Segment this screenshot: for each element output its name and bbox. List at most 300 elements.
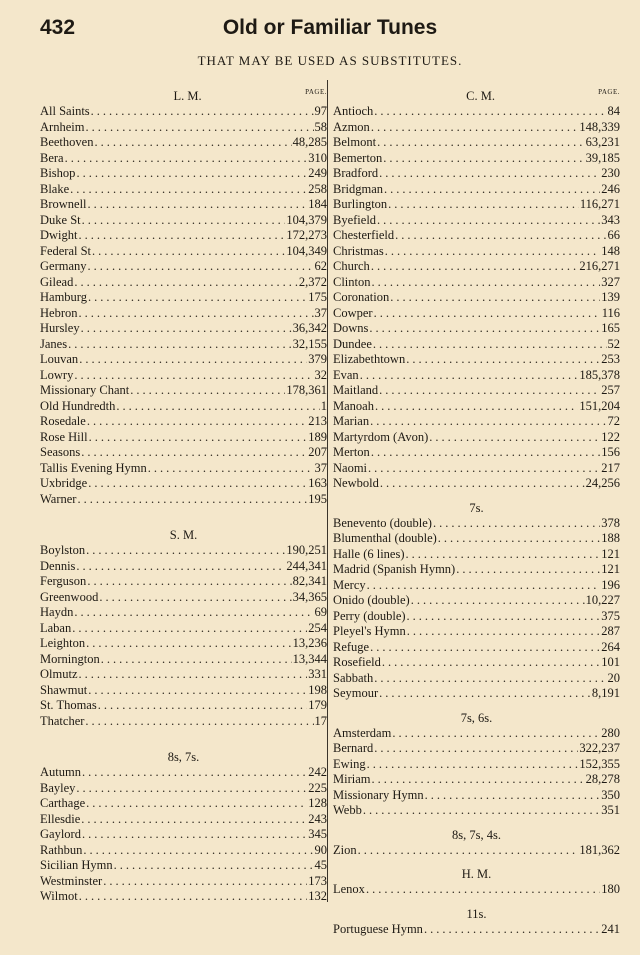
tune-page: 52 [607, 336, 620, 351]
tune-entry [333, 593, 620, 609]
section-heading-label: S. M. [169, 528, 198, 542]
tune-page: 280 [601, 725, 620, 740]
dot-leader [98, 698, 308, 714]
tune-name: Uxbridge [40, 476, 88, 490]
tune-page: 1 [320, 398, 327, 413]
tune-name: Refuge [333, 639, 370, 654]
tune-entry [40, 290, 327, 306]
tune-page: 242 [308, 765, 327, 779]
tune-name: Gilead [40, 274, 74, 289]
tune-entry [40, 874, 327, 890]
tune-entry [333, 578, 620, 594]
dot-leader [79, 889, 308, 905]
tune-name: Lowry [40, 367, 74, 382]
tune-page: 72 [607, 414, 620, 428]
tune-entry [40, 858, 327, 874]
tune-entry [333, 922, 620, 938]
tune-entry [333, 399, 620, 415]
tune-entry [333, 135, 620, 151]
left-column [40, 82, 327, 905]
dot-leader [83, 843, 313, 859]
tune-entry [333, 383, 620, 399]
tune-entry [40, 414, 327, 430]
tune-page: 37 [314, 460, 327, 475]
tune-page: 32 [314, 367, 327, 382]
tune-name: Tallis Evening Hymn [40, 460, 147, 475]
tune-name: Rose Hill [40, 429, 88, 444]
tune-page: 84 [607, 104, 620, 118]
tune-page: 175 [308, 290, 327, 304]
tune-entry [333, 843, 620, 859]
section-heading-label: 8s, 7s, 4s. [452, 827, 501, 842]
tune-entry [333, 624, 620, 640]
tune-name: Bera [40, 150, 64, 165]
tune-entry [40, 383, 327, 399]
tune-page: 165 [601, 321, 620, 335]
dot-leader [74, 275, 298, 291]
tune-name: Rathbun [40, 842, 83, 857]
tune-page: 244,341 [286, 558, 327, 573]
tune-name: Warner [40, 491, 77, 506]
dot-leader [85, 714, 313, 730]
tune-name: All Saints [40, 104, 90, 118]
tune-entry [40, 244, 327, 260]
dot-leader [358, 843, 579, 859]
tune-page: 350 [601, 787, 620, 802]
dot-leader [372, 772, 585, 788]
tune-name: Missionary Chant [40, 383, 130, 397]
tune-name: Downs [333, 321, 369, 335]
tune-page: 345 [308, 827, 327, 841]
section-gap [40, 729, 327, 743]
tune-entry [40, 543, 327, 559]
tune-name: Coronation [333, 290, 390, 304]
tune-page: 230 [601, 166, 620, 180]
tune-entry [40, 796, 327, 812]
dot-leader [360, 368, 579, 384]
tune-page: 24,256 [585, 476, 620, 490]
tune-name: Evan [333, 367, 359, 382]
dot-leader [390, 290, 600, 306]
tune-name: Louvan [40, 352, 79, 366]
tune-page: 343 [601, 212, 620, 227]
tune-page: 249 [308, 166, 327, 180]
dot-leader [87, 574, 291, 590]
tune-page: 34,365 [292, 589, 327, 604]
tune-name: Bayley [40, 780, 76, 795]
tune-name: Cowper [333, 305, 373, 320]
tune-name: Portuguese Hymn [333, 921, 423, 936]
tune-name: Janes [40, 336, 68, 351]
tune-name: Duke St [40, 212, 81, 227]
dot-leader [406, 547, 601, 563]
tune-name: Marian [333, 414, 370, 428]
tune-name: Greenwood [40, 589, 99, 604]
tune-name: Hamburg [40, 290, 87, 304]
tune-page: 179 [308, 698, 327, 712]
tune-page: 241 [601, 921, 620, 936]
dot-leader [382, 655, 600, 671]
tune-page: 32,155 [292, 336, 327, 351]
tune-page: 8,191 [591, 686, 620, 700]
dot-leader [88, 290, 307, 306]
dot-leader [89, 430, 308, 446]
tune-page: 258 [308, 181, 327, 196]
tune-name: Pleyel's Hymn [333, 624, 406, 638]
tune-page: 213 [308, 414, 327, 428]
tune-name: Ferguson [40, 574, 87, 588]
dot-leader [368, 461, 600, 477]
tune-page: 90 [314, 842, 327, 857]
tune-entry [40, 352, 327, 368]
tune-page: 156 [601, 445, 620, 459]
tune-name: Boylston [40, 543, 86, 557]
tune-entry [333, 726, 620, 742]
tune-name: Church [333, 259, 370, 273]
tune-name: Mercy [333, 577, 366, 592]
tune-name: Newbold [333, 476, 379, 490]
tune-name: Wilmot [40, 889, 78, 903]
tune-entry [333, 321, 620, 337]
dot-leader [70, 182, 307, 198]
tune-name: Dwight [40, 228, 78, 242]
tune-entry [333, 516, 620, 532]
tune-name: Bridgman [333, 181, 383, 196]
dot-leader [370, 640, 600, 656]
tune-name: Zion [333, 842, 357, 857]
tune-name: Federal St [40, 243, 92, 258]
dot-leader [385, 244, 601, 260]
tune-entry [333, 228, 620, 244]
tune-entry [40, 120, 327, 136]
tune-entry [40, 827, 327, 843]
tune-entry [333, 120, 620, 136]
tune-page: 148 [601, 243, 620, 258]
tune-entry [40, 197, 327, 213]
tune-entry [333, 640, 620, 656]
tune-entry [40, 492, 327, 508]
tune-page: 196 [601, 577, 620, 592]
tune-name: Maitland [333, 383, 379, 397]
dot-leader [395, 228, 606, 244]
section-gap [40, 507, 327, 521]
page-subtitle: THAT MAY BE USED AS SUBSTITUTES. [197, 53, 463, 68]
tune-entry [333, 197, 620, 213]
tune-page: 121 [601, 562, 620, 576]
tune-page: 287 [601, 624, 620, 638]
tune-name: Sicilian Hymn [40, 858, 113, 872]
tune-page: 243 [308, 811, 327, 826]
dot-leader [433, 516, 600, 532]
tune-entry [333, 609, 620, 625]
dot-leader [369, 321, 600, 337]
tune-name: Bradford [333, 166, 379, 180]
tune-page: 2,372 [298, 274, 327, 289]
dot-leader [74, 605, 313, 621]
tune-entry [333, 151, 620, 167]
dot-leader [94, 135, 291, 151]
tune-name: Belmont [333, 135, 377, 149]
tune-page: 198 [308, 682, 327, 697]
tune-page: 172,273 [286, 228, 327, 242]
tune-page: 189 [308, 429, 327, 444]
tune-name: Manoah [333, 398, 374, 413]
dot-leader [130, 383, 285, 399]
tune-entry [40, 843, 327, 859]
section-heading [40, 743, 327, 765]
dot-leader [370, 414, 606, 430]
tune-entry [333, 803, 620, 819]
tune-name: Perry (double) [333, 608, 406, 623]
tune-page: 246 [601, 181, 620, 196]
section-heading [40, 82, 327, 104]
tune-entry [40, 104, 327, 120]
dot-leader [388, 197, 579, 213]
tune-entry [333, 213, 620, 229]
tune-entry [40, 590, 327, 606]
dot-leader [379, 383, 600, 399]
tune-name: Bemerton [333, 150, 383, 165]
tune-name: Miriam [333, 772, 371, 786]
dot-leader [407, 609, 601, 625]
tune-entry [40, 781, 327, 797]
tune-entry [333, 882, 620, 898]
dot-leader [374, 306, 601, 322]
tune-entry [40, 461, 327, 477]
tune-entry [333, 368, 620, 384]
tune-page: 188 [601, 531, 620, 545]
dot-leader [82, 827, 307, 843]
tune-page: 139 [601, 290, 620, 304]
tune-name: Germany [40, 259, 87, 273]
tune-entry [40, 182, 327, 198]
tune-page: 173 [308, 873, 327, 888]
tune-page: 163 [308, 476, 327, 490]
tune-name: Benevento (double) [333, 515, 432, 530]
tune-name: Blake [40, 181, 70, 196]
dot-leader [91, 104, 314, 120]
tune-entry [333, 352, 620, 368]
tune-page: 378 [601, 515, 620, 530]
tune-name: Antioch [333, 104, 374, 118]
tune-entry [333, 182, 620, 198]
tune-page: 217 [601, 460, 620, 475]
dot-leader [424, 922, 600, 938]
tune-entry [333, 430, 620, 446]
dot-leader [371, 259, 579, 275]
tune-entry [40, 559, 327, 575]
dot-leader [114, 858, 314, 874]
dot-leader [65, 151, 308, 167]
right-column [333, 82, 620, 937]
tune-page: 63,231 [585, 135, 620, 149]
dot-leader [81, 321, 292, 337]
tune-page: 116,271 [579, 197, 620, 211]
tune-page: 39,185 [585, 150, 620, 165]
tune-page: 62 [314, 259, 327, 273]
tune-entry [333, 290, 620, 306]
dot-leader [371, 445, 600, 461]
tune-name: Dundee [333, 336, 372, 351]
tune-page: 66 [607, 228, 620, 242]
tune-entry [40, 698, 327, 714]
tune-name: Beethoven [40, 135, 94, 149]
dot-leader [379, 166, 600, 182]
tune-name: Hebron [40, 305, 78, 320]
tune-name: Thatcher [40, 713, 85, 728]
tune-name: Haydn [40, 605, 74, 619]
tune-entry [333, 741, 620, 757]
tune-entry [333, 445, 620, 461]
tune-page: 322,237 [579, 741, 620, 755]
tune-name: Arnheim [40, 119, 85, 134]
tune-name: Carthage [40, 796, 86, 810]
tune-name: Byefield [333, 212, 377, 227]
tune-name: Laban [40, 620, 72, 635]
section-heading [333, 82, 620, 104]
tune-entry [333, 547, 620, 563]
page-number: 432 [40, 16, 76, 39]
dot-leader [367, 757, 579, 773]
section-heading-label: 11s. [466, 906, 487, 921]
dot-leader [103, 874, 307, 890]
dot-leader [76, 559, 285, 575]
tune-name: Dennis [40, 558, 76, 573]
tune-entry [333, 531, 620, 547]
tune-entry [40, 337, 327, 353]
tune-entry [40, 812, 327, 828]
tune-page: 121 [601, 546, 620, 561]
tune-entry [40, 151, 327, 167]
tune-page: 20 [607, 670, 620, 685]
tune-page: 13,236 [292, 636, 327, 650]
dot-leader [79, 352, 307, 368]
tune-name: Chesterfield [333, 228, 395, 242]
tune-name: Madrid (Spanish Hymn) [333, 562, 456, 576]
dot-leader [380, 476, 585, 492]
tune-page: 216,271 [579, 259, 620, 273]
tune-page: 225 [308, 780, 327, 795]
tune-page: 327 [601, 274, 620, 289]
dot-leader [76, 781, 307, 797]
dot-leader [429, 430, 600, 446]
section-heading [333, 900, 620, 922]
tune-page: 185,378 [579, 367, 620, 382]
dot-leader [375, 399, 578, 415]
dot-leader [374, 104, 606, 120]
tune-name: Blumenthal (double) [333, 531, 437, 545]
tune-name: Westminster [40, 873, 103, 888]
tune-page: 101 [601, 655, 620, 669]
dot-leader [88, 476, 307, 492]
tune-page: 264 [601, 639, 620, 654]
tune-page: 116 [601, 305, 620, 320]
tune-name: Halle (6 lines) [333, 546, 405, 561]
section-heading-label: 8s, 7s. [167, 750, 200, 764]
dot-leader [411, 593, 585, 609]
tune-name: Old Hundredth [40, 398, 116, 413]
tune-page: 181,362 [579, 842, 620, 857]
tune-page: 28,278 [585, 772, 620, 786]
tune-name: Lenox [333, 882, 365, 896]
tune-page: 97 [314, 104, 327, 118]
dot-leader [79, 667, 308, 683]
tune-page: 375 [601, 608, 620, 623]
dot-leader [379, 686, 591, 702]
dot-leader [86, 796, 307, 812]
dot-leader [371, 120, 579, 136]
tune-page: 10,227 [585, 593, 620, 607]
dot-leader [82, 213, 286, 229]
dot-leader [367, 578, 601, 594]
dot-leader [99, 590, 291, 606]
page-column-label: PAGE. [598, 88, 620, 96]
tune-name: Seymour [333, 686, 379, 700]
tune-name: Burlington [333, 197, 388, 211]
tune-name: Christmas [333, 243, 384, 258]
tune-page: 148,339 [579, 119, 620, 134]
dot-leader [425, 788, 601, 804]
dot-leader [79, 306, 314, 322]
dot-leader [81, 812, 307, 828]
tune-page: 184 [308, 197, 327, 211]
section-heading [333, 704, 620, 726]
tune-page: 104,349 [286, 243, 327, 258]
tune-entry [40, 714, 327, 730]
tune-name: St. Thomas [40, 698, 97, 712]
tune-page: 253 [601, 352, 620, 366]
tune-entry [333, 757, 620, 773]
section-heading [333, 860, 620, 882]
tune-entry [333, 562, 620, 578]
column-divider [327, 80, 328, 902]
dot-leader [377, 213, 600, 229]
dot-leader [438, 531, 600, 547]
tune-entry [333, 461, 620, 477]
tune-entry [333, 306, 620, 322]
tune-name: Naomi [333, 460, 368, 475]
tune-name: Shawmut [40, 682, 88, 697]
tune-name: Azmon [333, 119, 370, 134]
tune-entry [333, 337, 620, 353]
tune-name: Olmutz [40, 667, 78, 681]
dot-leader [85, 120, 313, 136]
tune-page: 180 [601, 882, 620, 896]
tune-entry [40, 399, 327, 415]
section-heading [333, 821, 620, 843]
tune-entry [40, 636, 327, 652]
tune-entry [40, 476, 327, 492]
section-heading-label: 7s. [469, 500, 484, 515]
tune-entry [40, 430, 327, 446]
tune-page: 379 [308, 352, 327, 366]
section-heading-label: C. M. [466, 89, 495, 103]
tune-entry [333, 104, 620, 120]
tune-page: 128 [308, 796, 327, 810]
section-heading-label: L. M. [173, 89, 202, 103]
tune-page: 310 [308, 150, 327, 165]
tune-entry [40, 765, 327, 781]
tune-name: Elizabethtown [333, 352, 406, 366]
section-heading-label: 7s, 6s. [460, 710, 493, 725]
tune-entry [333, 259, 620, 275]
tune-name: Bernard [333, 741, 374, 755]
dot-leader [81, 445, 307, 461]
tune-entry [40, 621, 327, 637]
tune-name: Autumn [40, 765, 81, 779]
tune-name: Webb [333, 803, 362, 817]
tune-entry [40, 166, 327, 182]
